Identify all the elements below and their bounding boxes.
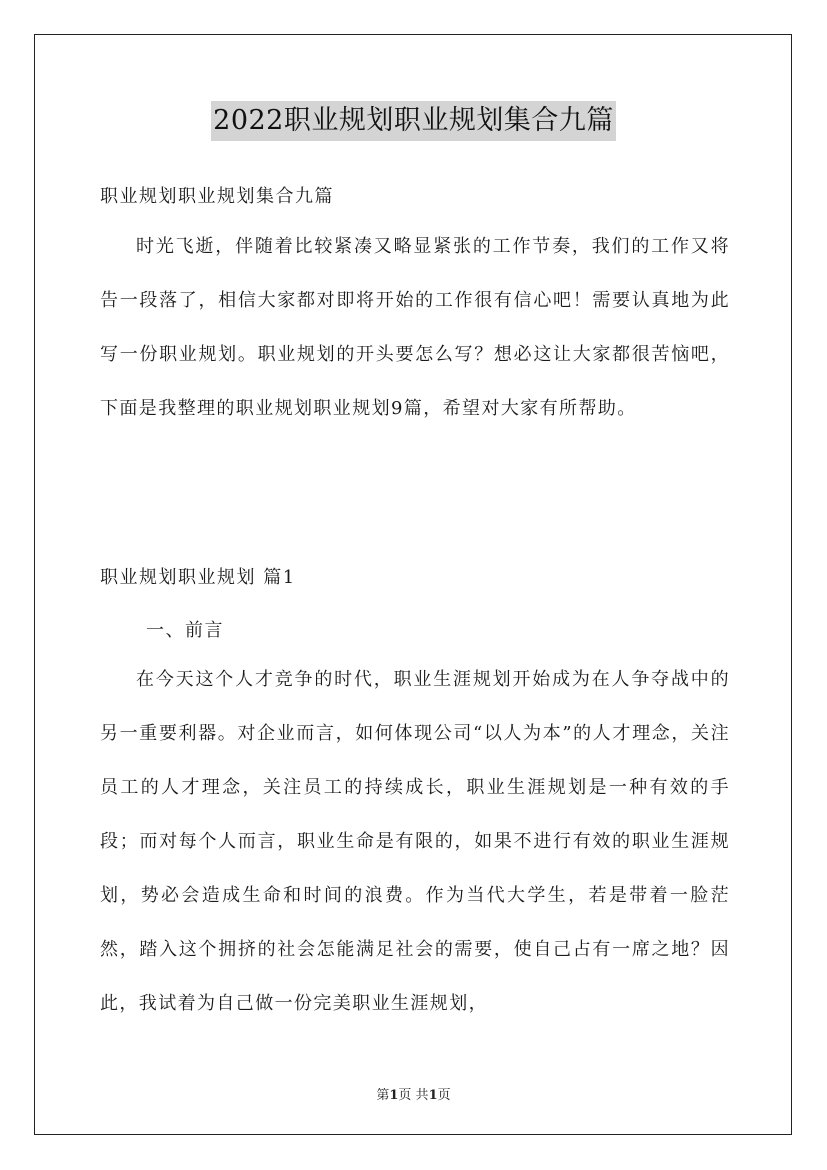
footer-page-number: 1 — [389, 1088, 399, 1103]
title-container — [0, 101, 827, 141]
footer-mid: 页 共 — [398, 1088, 429, 1103]
document-subtitle: 职业规划职业规划集合九篇 — [100, 186, 334, 207]
footer-prefix: 第 — [376, 1088, 390, 1103]
page-footer — [0, 1084, 827, 1103]
section-heading: 职业规划职业规划 篇1 — [100, 567, 296, 588]
document-title: 2022职业规划职业规划集合九篇 — [211, 101, 616, 141]
footer-suffix: 页 — [437, 1088, 451, 1103]
body-paragraph: 在今天这个人才竞争的时代，职业生涯规划开始成为在人争夺战中的另一重要利器。对企业而言，如何体现公司“以人为本”的人才理念，关注员工的人才理念，关注员工的持续成长，职业生涯规划是一种有效的手段；而对每个人而言，职业生命是有限的，如果不进行有效的职业生涯规划，势必会造成生命和时间的浪费。作为当代大学生，若是带着一脸茫然，踏入这个拥挤的社会怎能满足社会的需要，使自己占有一席之地？因此，我试着为自己做一份完美职业生涯规划， — [100, 669, 730, 1014]
footer-total-pages: 1 — [428, 1088, 438, 1103]
subsection-heading: 一、前言 — [146, 620, 224, 641]
intro-paragraph: 时光飞逝，伴随着比较紧凑又略显紧张的工作节奏，我们的工作又将告一段落了，相信大家都对即将开始的工作很有信心吧！需要认真地为此写一份职业规划。职业规划的开头要怎么写？想必这让大家都很苦恼吧，下面是我整理的职业规划职业规划9篇，希望对大家有所帮助。 — [100, 236, 730, 419]
